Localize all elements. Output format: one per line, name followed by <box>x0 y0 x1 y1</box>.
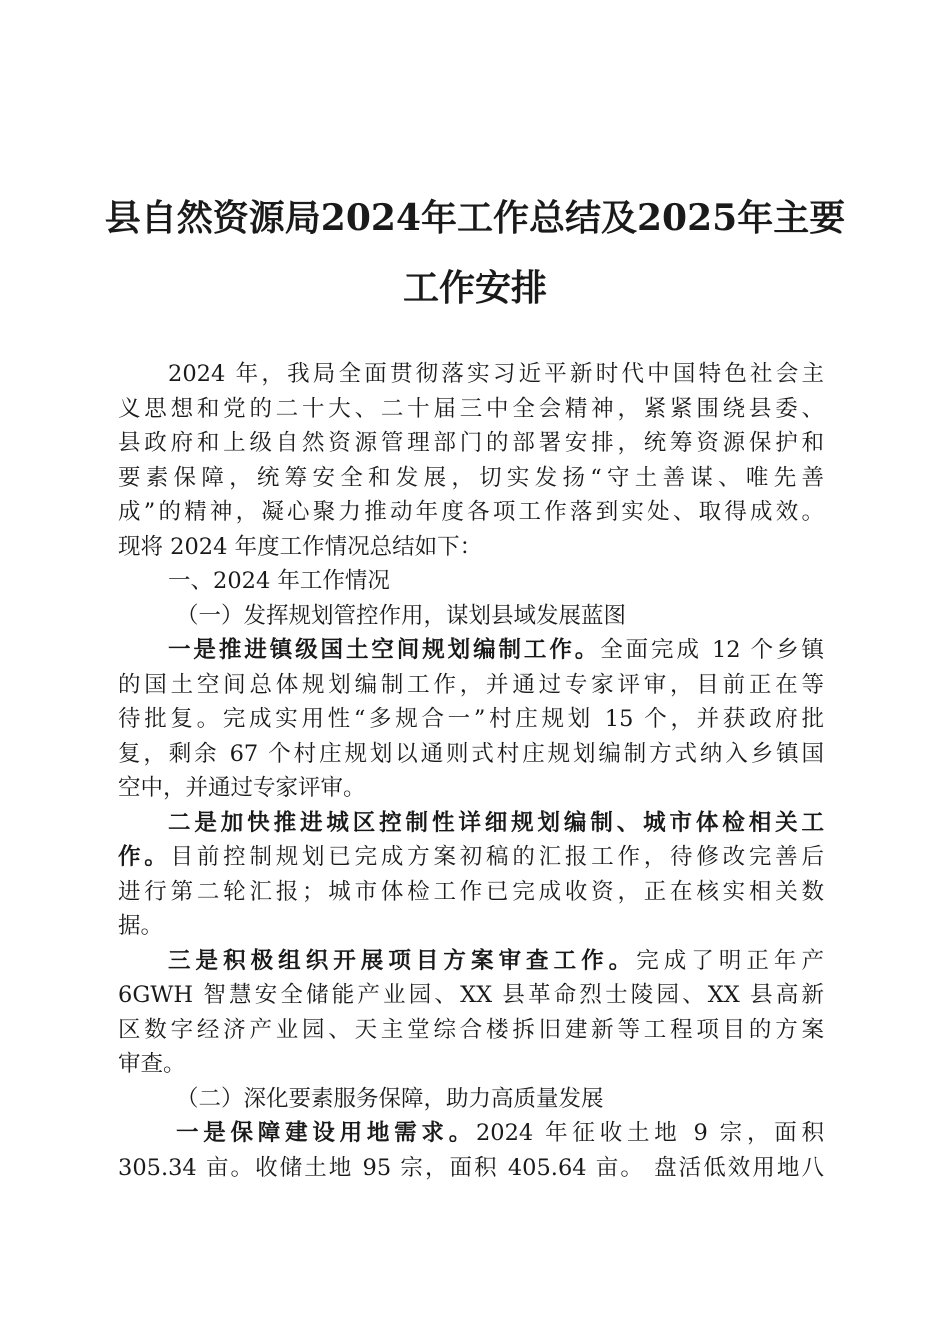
body-line: 义思想和党的二十大、二十届三中全会精神，紧紧围绕县委、 <box>118 395 824 422</box>
document-title-line-2: 工作安排 <box>402 267 547 309</box>
document-title-line-1: 县自然资源局2024年工作总结及2025年主要 <box>104 197 846 239</box>
bold-lead: 二是加快推进城区控制性详细规划编制、城市体检相关工 <box>168 809 824 836</box>
body-line: 一是推进镇级国土空间规划编制工作。全面完成 12 个乡镇 <box>168 637 824 663</box>
body-line: 305.34 亩。收储土地 95 宗，面积 405.64 亩。 盘活低效用地八 <box>118 1154 824 1181</box>
body-line: 进行第二轮汇报；城市体检工作已完成收资，正在核实相关数 <box>118 878 824 905</box>
bold-lead: 一是保障建设用地需求。 <box>176 1120 476 1146</box>
body-line: 区数字经济产业园、天主堂综合楼拆旧建新等工程项目的方案 <box>118 1016 824 1043</box>
bold-lead: 三是积极组织开展项目方案审查工作。 <box>168 947 637 974</box>
body-line: 待批复。完成实用性“多规合一”村庄规划 15 个，并获政府批 <box>118 706 824 732</box>
subsection-heading: （一）发挥规划管控作用，谋划县域发展蓝图 <box>176 602 627 629</box>
body-line: 复，剩余 67 个村庄规划以通则式村庄规划编制方式纳入乡镇国 <box>118 740 824 767</box>
body-line: 作。目前控制规划已完成方案初稿的汇报工作，待修改完善后 <box>118 844 824 870</box>
body-line: 要素保障，统筹安全和发展，切实发扬“守土善谋、唯先善 <box>118 464 824 491</box>
body-line: 审查。 <box>118 1051 186 1077</box>
body-line: 空中，并通过专家评审。 <box>118 775 366 801</box>
body-line: 县政府和上级自然资源管理部门的部署安排，统筹资源保护和 <box>118 430 824 456</box>
bold-lead: 一是推进镇级国土空间规划编制工作。 <box>168 637 601 663</box>
body-line: 现将 2024 年度工作情况总结如下： <box>118 533 483 560</box>
bold-lead: 作。 <box>118 844 171 870</box>
body-line: 一是保障建设用地需求。2024 年征收土地 9 宗，面积 <box>176 1120 824 1146</box>
body-line: 三是积极组织开展项目方案审查工作。完成了明正年产 <box>168 947 824 974</box>
body-line: 的国土空间总体规划编制工作，并通过专家评审，目前正在等 <box>118 671 824 698</box>
section-heading: 一、2024 年工作情况 <box>168 568 390 594</box>
body-line: 成”的精神，凝心聚力推动年度各项工作落到实处、取得成效。 <box>118 499 824 525</box>
body-line <box>118 806 824 841</box>
subsection-heading: （二）深化要素服务保障，助力高质量发展 <box>176 1085 604 1112</box>
document-body <box>118 357 824 1185</box>
body-line: 据。 <box>118 913 164 939</box>
body-line: 2024 年，我局全面贯彻落实习近平新时代中国特色社会主 <box>168 361 824 387</box>
body-line: 6GWH 智慧安全储能产业园、XX 县革命烈士陵园、XX 县高新 <box>118 982 824 1008</box>
